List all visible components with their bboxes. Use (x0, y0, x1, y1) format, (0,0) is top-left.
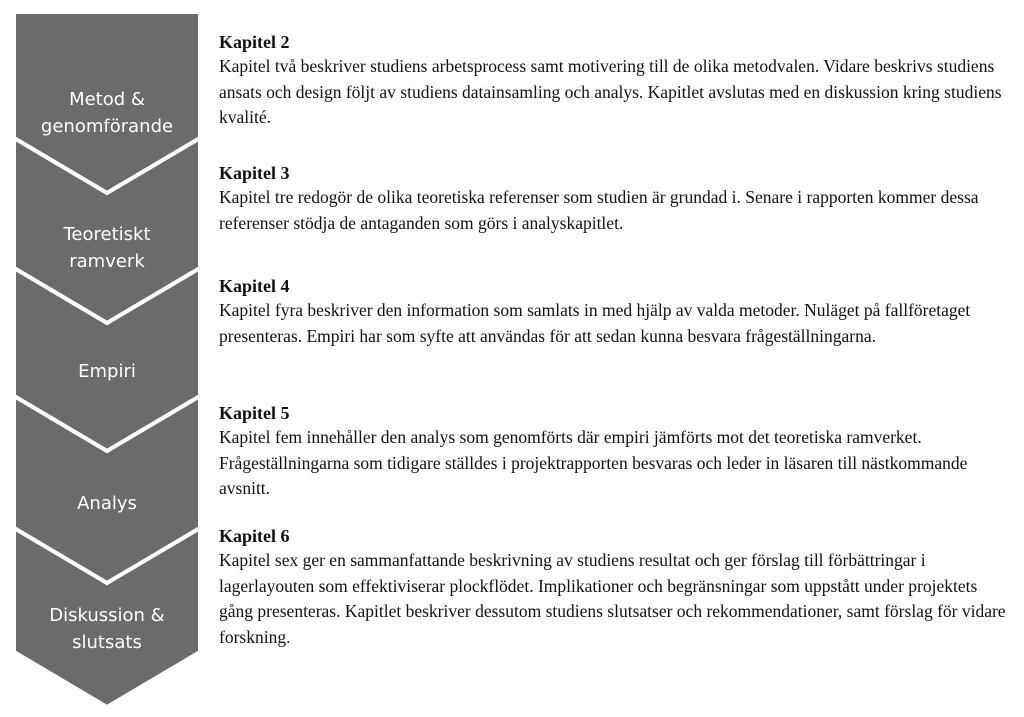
step-label-teoretiskt-ramverk: Teoretiskt ramverk (63, 224, 151, 272)
step-label-analys: Analys (77, 493, 137, 514)
chapter-3-block (219, 161, 1009, 236)
chapter-4-block (219, 274, 1009, 349)
chapter-6-block (219, 524, 1009, 650)
step-label-metod: Metod & genomförande (40, 89, 174, 137)
chapter-3-heading: Kapitel 3 (219, 163, 290, 183)
chapter-5-heading: Kapitel 5 (219, 403, 290, 423)
chapter-4-text: Kapitel fyra beskriver den information som samlats in med hjälp av valda metoder. Nuläget på fallföretaget presenteras. Empiri har som syfte att användas för att sedan kunna besvara frågeställningarna. (219, 300, 971, 346)
chapter-2-block (219, 30, 1009, 131)
step-label-empiri: Empiri (78, 361, 136, 382)
chapter-6-heading: Kapitel 6 (219, 526, 290, 546)
step-label-diskussion: Diskussion & slutsats (49, 605, 165, 653)
chapter-5-block (219, 401, 1009, 502)
chapter-5-text: Kapitel fem innehåller den analys som genomförts där empiri jämförts mot det teoretiska ramverket. Frågeställningarna som tidigare ställdes i projektrapporten besvaras och leder in läsaren till nästkommande avsnitt. (219, 427, 968, 498)
chapter-4-heading: Kapitel 4 (219, 276, 290, 296)
chapter-2-text: Kapitel två beskriver studiens arbetsprocess samt motivering till de olika metodvalen. Vidare beskrivs studiens ansats och design följt av studiens datainsamling och analys. Kapitlet avslutas med en diskussion kring studiens kvalité. (219, 56, 1002, 127)
chapter-2-heading: Kapitel 2 (219, 32, 290, 52)
chapter-6-text: Kapitel sex ger en sammanfattande beskrivning av studiens resultat och ger förslag till förbättringar i lagerlayouten som effektiviserar plockflödet. Implikationer och begränsningar som uppstått under projektets gång presenteras. Kapitlet beskriver dessutom studiens slutsatser och rekommendationer, samt förslag för vidare forskning. (219, 550, 1006, 647)
chapter-3-text: Kapitel tre redogör de olika teoretiska referenser som studien är grundad i. Senare i rapporten kommer dessa referenser stödja de antaganden som görs i analyskapitlet. (219, 187, 979, 233)
